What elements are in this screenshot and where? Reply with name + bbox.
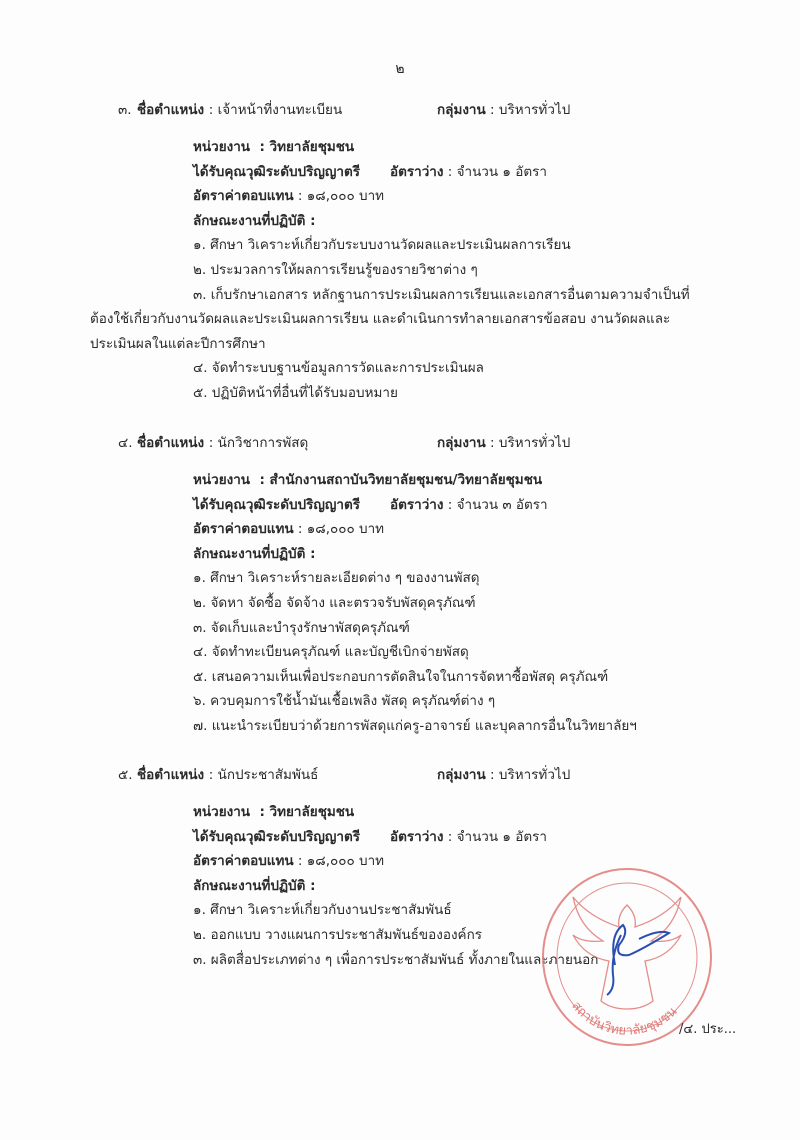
unit-line [0, 135, 800, 160]
vacancy-label: อัตราว่าง [389, 828, 444, 845]
group-value: : บริหารทั่วไป [490, 767, 571, 783]
duty-item: ๑. ศึกษา วิเคราะห์เกี่ยวกับระบบงานวัดผลและประเมินผลการเรียน [193, 237, 571, 254]
group-line [437, 431, 570, 455]
vacancy-value: : จำนวน ๑ อัตรา [447, 163, 547, 180]
position-value: : นักวิชาการพัสดุ [208, 435, 309, 451]
position-label-line [137, 98, 342, 122]
vacancy-label: อัตราว่าง [389, 163, 444, 180]
position-label: ชื่อตำแหน่ง [137, 435, 205, 451]
position-label-line [137, 763, 318, 787]
duty-item: ๓. เก็บรักษาเอกสาร หลักฐานการประเมินผลการเรียนและเอกสารอื่นตามความจำเป็นที่ [193, 286, 690, 303]
group-label: กลุ่มงาน [437, 102, 486, 118]
continuation-note: /๔. ประ... [679, 1022, 737, 1037]
duty-item-continuation: ประเมินผลในแต่ละปีการศึกษา [90, 335, 266, 352]
degree-label: ได้รับคุณวุฒิระดับปริญญาตรี [193, 828, 360, 845]
group-line [437, 98, 570, 122]
duty-item: ๒. ประมวลการให้ผลการเรียนรู้ของรายวิชาต่าง ๆ [193, 261, 478, 278]
unit-label: หน่วยงาน [193, 139, 251, 155]
section-number: ๔. [118, 435, 133, 451]
vacancy-value: : จำนวน ๑ อัตรา [447, 828, 547, 845]
unit-value: : วิทยาลัยชุมชน [259, 139, 355, 155]
section-number: ๓. [118, 102, 132, 118]
duty-item: ๕. เสนอความเห็นเพื่อประกอบการตัดสินใจในการจัดหาซื้อพัสดุ ครุภัณฑ์ [193, 668, 609, 685]
unit-line [0, 468, 800, 493]
position-section [0, 98, 800, 406]
section-heading [0, 763, 800, 787]
duty-item: ๔. จัดทำทะเบียนครุภัณฑ์ และบัญชีเบิกจ่ายพัสดุ [193, 644, 469, 661]
degree-line [0, 825, 800, 850]
duty-item: ๒. ออกแบบ วางแผนการประชาสัมพันธ์ขององค์กร [193, 926, 483, 943]
duty-item-continuation: ต้องใช้เกี่ยวกับงานวัดผลและประเมินผลการเรียน และดำเนินการทำลายเอกสารข้อสอบ งานวัดผลและ [90, 311, 671, 328]
unit-value: : สำนักงานสถาบันวิทยาลัยชุมชน/วิทยาลัยชุมชน [259, 472, 543, 488]
degree-label: ได้รับคุณวุฒิระดับปริญญาตรี [193, 496, 360, 513]
salary-value: : ๑๘,๐๐๐ บาท [297, 521, 385, 538]
section-heading [0, 98, 800, 122]
salary-label: อัตราค่าตอบแทน [193, 521, 294, 538]
unit-label: หน่วยงาน [193, 804, 251, 820]
duties-label: ลักษณะงานที่ปฏิบัติ : [193, 877, 316, 894]
salary-value: : ๑๘,๐๐๐ บาท [297, 853, 385, 870]
duties-label: ลักษณะงานที่ปฏิบัติ : [193, 212, 316, 229]
unit-label: หน่วยงาน [193, 472, 251, 488]
salary-line [0, 517, 800, 542]
position-value: : นักประชาสัมพันธ์ [208, 767, 319, 783]
page-number: ๒ [395, 61, 405, 77]
duty-item-multiline [0, 283, 800, 357]
section-heading [0, 431, 800, 455]
vacancy-label: อัตราว่าง [389, 496, 444, 513]
duty-item: ๓. จัดเก็บและบำรุงรักษาพัสดุครุภัณฑ์ [193, 619, 410, 636]
vacancy-value: : จำนวน ๓ อัตรา [447, 496, 548, 513]
stamp-text: สถาบันวิทยาลัยชุมชน [568, 998, 681, 1039]
duty-item: ๖. ควบคุมการใช้น้ำมันเชื้อเพลิง พัสดุ ครุภัณฑ์ต่าง ๆ [193, 693, 496, 710]
duty-item: ๒. จัดหา จัดซื้อ จัดจ้าง และตรวจรับพัสดุครุภัณฑ์ [193, 594, 476, 611]
degree-line [0, 493, 800, 518]
group-label: กลุ่มงาน [437, 435, 486, 451]
duty-item: ๗. แนะนำระเบียบว่าด้วยการพัสดุแก่ครู-อาจารย์ และบุคลากรอื่นในวิทยาลัยฯ [193, 717, 637, 734]
position-value: : เจ้าหน้าที่งานทะเบียน [208, 102, 343, 118]
unit-line [0, 800, 800, 825]
salary-label: อัตราค่าตอบแทน [193, 853, 294, 870]
salary-line [0, 184, 800, 209]
position-label: ชื่อตำแหน่ง [137, 767, 205, 783]
degree-label: ได้รับคุณวุฒิระดับปริญญาตรี [193, 163, 360, 180]
duty-item: ๑. ศึกษา วิเคราะห์เกี่ยวกับงานประชาสัมพันธ์ [193, 902, 452, 919]
group-value: : บริหารทั่วไป [490, 102, 571, 118]
position-section [0, 431, 800, 739]
duty-item: ๔. จัดทำระบบฐานข้อมูลการวัดและการประเมินผล [193, 360, 484, 377]
duty-item: ๑. ศึกษา วิเคราะห์รายละเอียดต่าง ๆ ของงานพัสดุ [193, 570, 480, 587]
duty-item: ๕. ปฏิบัติหน้าที่อื่นที่ได้รับมอบหมาย [193, 384, 398, 401]
duties-label: ลักษณะงานที่ปฏิบัติ : [193, 545, 316, 562]
position-label: ชื่อตำแหน่ง [137, 102, 205, 118]
group-value: : บริหารทั่วไป [490, 435, 571, 451]
group-line [437, 763, 570, 787]
salary-value: : ๑๘,๐๐๐ บาท [297, 188, 385, 205]
salary-label: อัตราค่าตอบแทน [193, 188, 294, 205]
group-label: กลุ่มงาน [437, 767, 486, 783]
duty-item: ๓. ผลิตสื่อประเภทต่าง ๆ เพื่อการประชาสัมพันธ์ ทั้งภายในและภายนอก [193, 951, 599, 968]
position-label-line [137, 431, 308, 455]
unit-value: : วิทยาลัยชุมชน [259, 804, 355, 820]
section-number: ๕. [118, 767, 133, 783]
degree-line [0, 160, 800, 185]
